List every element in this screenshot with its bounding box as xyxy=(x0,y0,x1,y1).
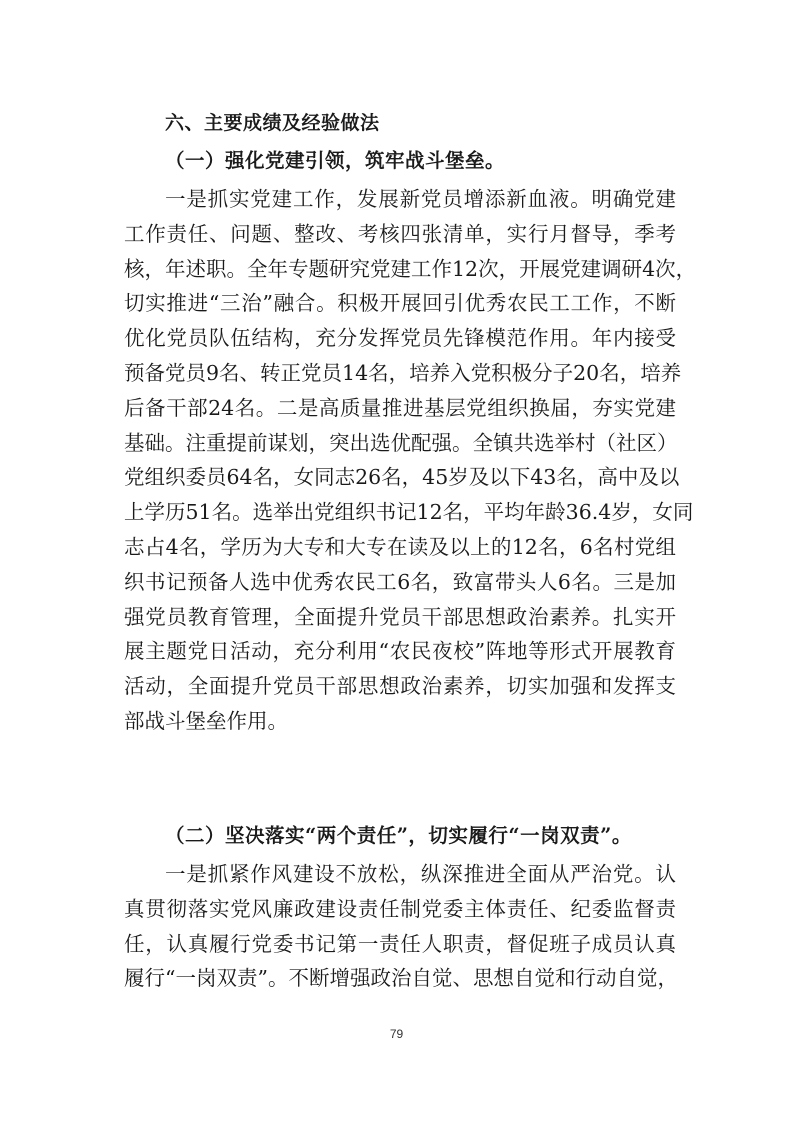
paragraph-line: 基础。注重提前谋划，突出选优配强。全镇共选举村（社区） xyxy=(124,430,678,455)
subsection-title-2: （二）坚决落实“两个责任”，切实履行“一岗双责”。 xyxy=(165,824,632,847)
paragraph-line: 织书记预备人选中优秀农民工6名，致富带头人6名。三是加 xyxy=(124,569,676,594)
paragraph-line: 核，年述职。全年专题研究党建工作12次，开展党建调研4次， xyxy=(124,256,697,281)
paragraph-line: 部战斗堡垒作用。 xyxy=(124,708,288,733)
paragraph-line: 一是抓紧作风建设不放松，纵深推进全面从严治党。认 xyxy=(165,862,676,886)
paragraph-line: 上学历51名。选举出党组织书记12名，平均年龄36.4岁，女同 xyxy=(124,500,694,525)
paragraph-line: 后备干部24名。二是高质量推进基层党组织换届，夯实党建 xyxy=(124,395,676,420)
paragraph-line: 展主题党日活动，充分利用“农民夜校”阵地等形式开展教育 xyxy=(124,639,676,664)
paragraph-line: 任，认真履行党委书记第一责任人职责，督促班子成员认真 xyxy=(124,931,676,956)
paragraph-line: 履行“一岗双责”。不断增强政治自觉、思想自觉和行动自觉， xyxy=(124,966,678,991)
section-title: 六、主要成绩及经验做法 xyxy=(165,112,380,134)
paragraph-line: 一是抓实党建工作，发展新党员增添新血液。明确党建 xyxy=(165,187,676,211)
paragraph-line: 预备党员9名、转正党员14名，培养入党积极分子20名，培养 xyxy=(124,360,682,385)
paragraph-2 xyxy=(124,857,676,996)
paragraph-line: 优化党员队伍结构，充分发挥党员先锋模范作用。年内接受 xyxy=(124,326,676,351)
subsection-title-1: （一）强化党建引领，筑牢战斗堡垒。 xyxy=(165,149,506,172)
paragraph-line: 志占4名，学历为大专和大专在读及以上的12名，6名村党组 xyxy=(124,534,676,559)
paragraph-line: 工作责任、问题、整改、考核四张清单，实行月督导，季考 xyxy=(124,221,676,246)
paragraph-1 xyxy=(124,182,697,739)
paragraph-line: 党组织委员64名，女同志26名，45岁及以下43名，高中及以 xyxy=(124,465,680,490)
paragraph-line: 活动，全面提升党员干部思想政治素养，切实加强和发挥支 xyxy=(124,674,676,699)
paragraph-line: 强党员教育管理，全面提升党员干部思想政治素养。扎实开 xyxy=(124,604,676,629)
paragraph-line: 真贯彻落实党风廉政建设责任制党委主体责任、纪委监督责 xyxy=(124,896,676,921)
paragraph-line: 切实推进“三治”融合。积极开展回引优秀农民工工作，不断 xyxy=(124,291,676,316)
page-number: 79 xyxy=(389,1027,404,1041)
